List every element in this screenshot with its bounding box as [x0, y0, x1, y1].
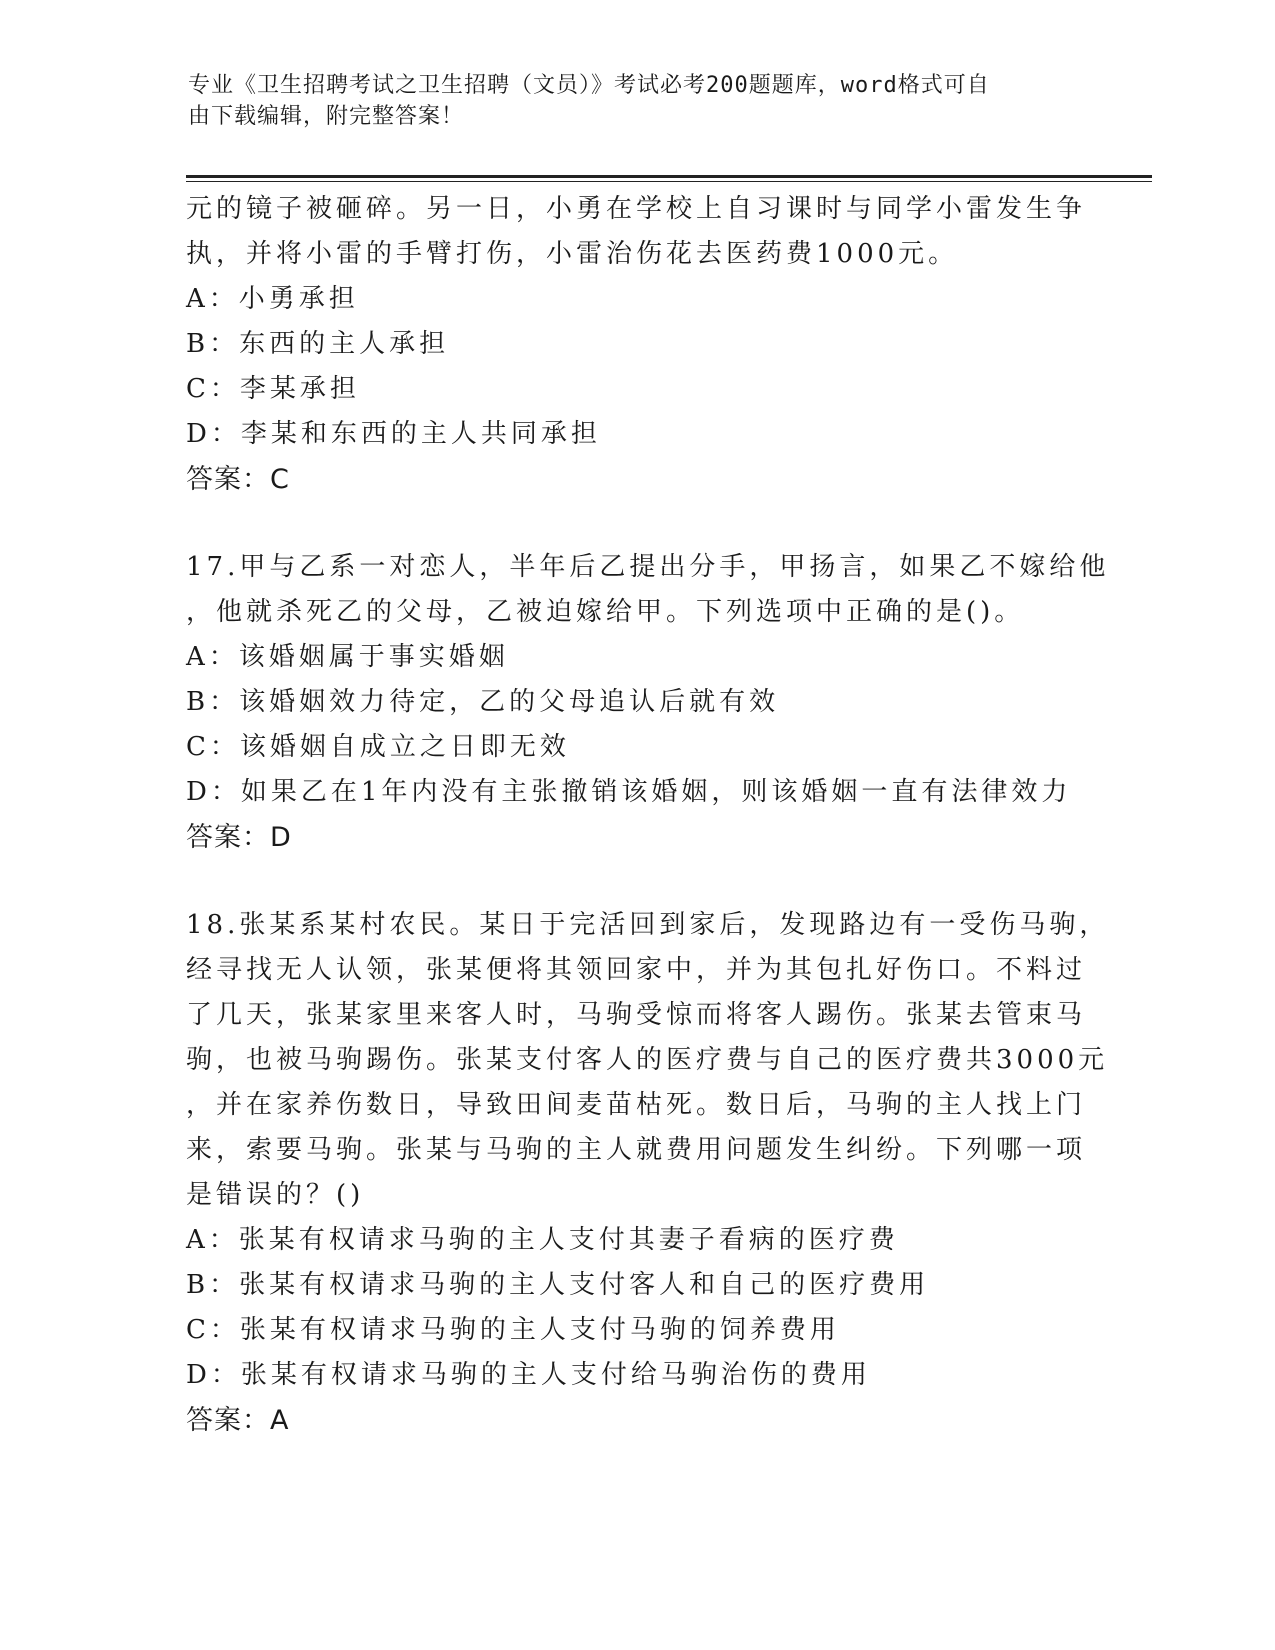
question-text-line: 18.张某系某村农民。某日于完活回到家后，发现路边有一受伤马驹， [186, 910, 1110, 940]
question-17 [186, 545, 1110, 860]
question-text-line: 了几天，张某家里来客人时，马驹受惊而将客人踢伤。张某去管束马 [186, 1000, 1087, 1030]
question-18 [186, 903, 1110, 1443]
question-text-line: ，并在家养伤数日，导致田间麦苗枯死。数日后，马驹的主人找上门 [186, 1090, 1087, 1120]
question-text-line: 驹，也被马驹踢伤。张某支付客人的医疗费与自己的医疗费共3000元 [186, 1045, 1109, 1075]
question-text-line: 元的镜子被砸碎。另一日，小勇在学校上自习课时与同学小雷发生争 [186, 194, 1087, 224]
header-line-2: 由下载编辑，附完整答案！ [188, 104, 465, 129]
spacer [186, 502, 1086, 545]
option-b: B：东西的主人承担 [186, 329, 450, 359]
option-d: D：李某和东西的主人共同承担 [186, 419, 601, 449]
option-c: C：李某承担 [186, 374, 360, 404]
answer-line: 答案：D [186, 822, 292, 853]
question-text-line: 执，并将小雷的手臂打伤，小雷治伤花去医药费1000元。 [186, 239, 959, 269]
header-divider-thin [186, 181, 1152, 182]
question-text-line: 是错误的？() [186, 1180, 365, 1210]
option-a: A：该婚姻属于事实婚姻 [186, 642, 509, 672]
option-d: D：张某有权请求马驹的主人支付给马驹治伤的费用 [186, 1360, 871, 1390]
spacer [186, 860, 1086, 903]
option-b: B：张某有权请求马驹的主人支付客人和自己的医疗费用 [186, 1270, 930, 1300]
option-c: C：该婚姻自成立之日即无效 [186, 732, 570, 762]
option-a: A：小勇承担 [186, 284, 359, 314]
question-content [186, 187, 1110, 1443]
option-b: B：该婚姻效力待定，乙的父母追认后就有效 [186, 687, 780, 717]
header-divider-thick [186, 175, 1152, 178]
answer-line: 答案：A [186, 1405, 290, 1436]
question-text-line: ，他就杀死乙的父母，乙被迫嫁给甲。下列选项中正确的是()。 [186, 597, 1025, 627]
option-d: D：如果乙在1年内没有主张撤销该婚姻，则该婚姻一直有法律效力 [186, 777, 1072, 807]
option-a: A：张某有权请求马驹的主人支付其妻子看病的医疗费 [186, 1225, 899, 1255]
answer-line: 答案：C [186, 464, 290, 495]
question-text-line: 17.甲与乙系一对恋人，半年后乙提出分手，甲扬言，如果乙不嫁给他 [186, 552, 1110, 582]
header-line-1: 专业《卫生招聘考试之卫生招聘（文员）》考试必考200题题库，word格式可自 [188, 73, 990, 98]
option-c: C：张某有权请求马驹的主人支付马驹的饲养费用 [186, 1315, 840, 1345]
question-16-continuation [186, 187, 1086, 502]
page-header [188, 70, 1068, 132]
question-text-line: 经寻找无人认领，张某便将其领回家中，并为其包扎好伤口。不料过 [186, 955, 1087, 985]
question-text-line: 来，索要马驹。张某与马驹的主人就费用问题发生纠纷。下列哪一项 [186, 1135, 1087, 1165]
